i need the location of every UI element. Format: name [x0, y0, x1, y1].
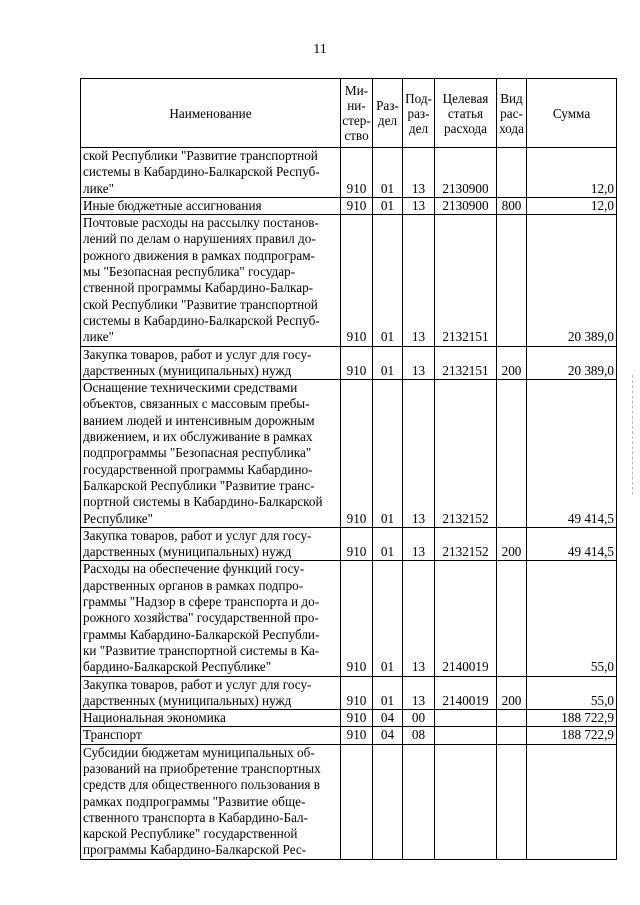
- name-line: средств для общественного пользования в: [83, 777, 320, 793]
- cell-type: [497, 710, 527, 727]
- cell-sum: 55,0: [527, 561, 617, 676]
- cell-sum: 12,0: [527, 148, 617, 198]
- name-line: лике": [83, 180, 114, 196]
- cell-sum: 188 722,9: [527, 710, 617, 727]
- cell-ministry: 910: [341, 215, 373, 346]
- cell-target: 2140019: [435, 561, 497, 676]
- cell-target: 2130900: [435, 148, 497, 198]
- cell-name: [81, 561, 341, 676]
- name-line: ственного транспорта в Кабардино-Бал-: [83, 809, 309, 825]
- cell-target: [435, 710, 497, 727]
- cell-section: 01: [373, 215, 403, 346]
- cell-section: 01: [373, 380, 403, 528]
- cell-section: [373, 744, 403, 859]
- cell-section: 04: [373, 710, 403, 727]
- cell-ministry: [341, 744, 373, 859]
- header-subsection: Под- раз- дел: [403, 79, 435, 148]
- cell-type: 200: [497, 346, 527, 380]
- header-ministry: Ми- ни- стер- ство: [341, 79, 373, 148]
- name-line: Расходы на обеспечение функций госу-: [83, 561, 305, 577]
- name-line: дарственных (муниципальных) нужд: [83, 362, 292, 378]
- name-line: рожного хозяйства" государственной про-: [83, 610, 319, 626]
- cell-type: [497, 744, 527, 859]
- cell-sum: 20 389,0: [527, 346, 617, 380]
- cell-section: 01: [373, 527, 403, 561]
- cell-type: [497, 380, 527, 528]
- cell-sum: 55,0: [527, 676, 617, 710]
- name-line: Балкарской Республики "Развитие транс-: [83, 477, 315, 493]
- cell-ministry: 910: [341, 561, 373, 676]
- cell-type: 200: [497, 676, 527, 710]
- cell-section: 04: [373, 727, 403, 744]
- cell-type: [497, 215, 527, 346]
- cell-type: [497, 727, 527, 744]
- cell-name: [81, 710, 341, 727]
- cell-subsection: 13: [403, 346, 435, 380]
- name-line: граммы Кабардино-Балкарской Республи-: [83, 626, 320, 642]
- name-line: объектов, связанных с массовым пребы-: [83, 396, 310, 412]
- table-row: [81, 676, 617, 710]
- cell-target: 2140019: [435, 676, 497, 710]
- cell-section: 01: [373, 346, 403, 380]
- name-line: дарственных (муниципальных) нужд: [83, 544, 292, 560]
- name-line: Иные бюджетные ассигнования: [83, 197, 262, 213]
- cell-subsection: 13: [403, 527, 435, 561]
- cell-section: 01: [373, 148, 403, 198]
- cell-name: [81, 197, 341, 214]
- name-line: ской Республики "Развитие транспортной: [83, 148, 318, 163]
- table-row: [81, 215, 617, 346]
- name-line: Закупка товаров, работ и услуг для госу-: [83, 527, 312, 543]
- cell-sum: 12,0: [527, 197, 617, 214]
- cell-subsection: 13: [403, 561, 435, 676]
- cell-type: 800: [497, 197, 527, 214]
- name-line: движением, и их обслуживание в рамках: [83, 429, 313, 445]
- name-line: системы в Кабардино-Балкарской Респуб-: [83, 164, 320, 180]
- table-row: [81, 346, 617, 380]
- table-row: [81, 380, 617, 528]
- name-line: рожного движения в рамках подпрограм-: [83, 247, 315, 263]
- cell-target: 2132151: [435, 215, 497, 346]
- cell-target: [435, 727, 497, 744]
- cell-type: [497, 561, 527, 676]
- cell-sum: 20 389,0: [527, 215, 617, 346]
- table-row: [81, 197, 617, 214]
- cell-name: [81, 346, 341, 380]
- name-line: лике": [83, 329, 114, 345]
- name-line: портной системы в Кабардино-Балкарской: [83, 494, 323, 510]
- name-line: бардино-Балкарской Республике": [83, 659, 272, 675]
- name-line: ки "Развитие транспортной системы в Ка-: [83, 642, 320, 658]
- name-line: дарственных (муниципальных) нужд: [83, 692, 292, 708]
- name-line: Оснащение техническими средствами: [83, 380, 298, 396]
- cell-subsection: 13: [403, 197, 435, 214]
- cell-ministry: 910: [341, 676, 373, 710]
- cell-subsection: 00: [403, 710, 435, 727]
- name-line: государственной программы Кабардино-: [83, 461, 313, 477]
- name-line: Почтовые расходы на рассылку постанов-: [83, 215, 319, 231]
- table-body: [81, 148, 617, 860]
- cell-type: [497, 148, 527, 198]
- cell-ministry: 910: [341, 527, 373, 561]
- table-row: [81, 710, 617, 727]
- name-line: разований на приобретение транспортных: [83, 760, 321, 776]
- header-target: Целевая статья расхода: [435, 79, 497, 148]
- name-line: лений по делам о нарушениях правил до-: [83, 231, 316, 247]
- header-type: Вид рас- хода: [497, 79, 527, 148]
- cell-section: 01: [373, 197, 403, 214]
- name-line: Национальная экономика: [83, 710, 226, 726]
- cell-section: 01: [373, 676, 403, 710]
- cell-target: 2132151: [435, 346, 497, 380]
- cell-name: [81, 215, 341, 346]
- cell-ministry: 910: [341, 710, 373, 727]
- scan-edge-mark: [632, 375, 637, 495]
- cell-target: 2132152: [435, 380, 497, 528]
- header-section: Раз- дел: [373, 79, 403, 148]
- name-line: граммы "Надзор в сфере транспорта и до-: [83, 594, 320, 610]
- cell-subsection: 13: [403, 215, 435, 346]
- name-line: ванием людей и интенсивным дорожным: [83, 412, 315, 428]
- name-line: Закупка товаров, работ и услуг для госу-: [83, 346, 312, 362]
- name-line: мы "Безопасная республика" государ-: [83, 264, 296, 280]
- cell-sum: 49 414,5: [527, 527, 617, 561]
- budget-table: [80, 78, 617, 860]
- name-line: ской Республики "Развитие транспортной: [83, 296, 318, 312]
- cell-subsection: [403, 744, 435, 859]
- cell-ministry: 910: [341, 148, 373, 198]
- cell-name: [81, 148, 341, 198]
- cell-name: [81, 727, 341, 744]
- cell-subsection: 13: [403, 676, 435, 710]
- cell-target: 2132152: [435, 527, 497, 561]
- cell-ministry: 910: [341, 727, 373, 744]
- table-row: [81, 744, 617, 859]
- cell-sum: [527, 744, 617, 859]
- cell-subsection: 13: [403, 148, 435, 198]
- name-line: программы Кабардино-Балкарской Рес-: [83, 842, 307, 858]
- cell-name: [81, 380, 341, 528]
- cell-ministry: 910: [341, 380, 373, 528]
- cell-subsection: 08: [403, 727, 435, 744]
- cell-name: [81, 744, 341, 859]
- table-row: [81, 727, 617, 744]
- name-line: карской Республике" государственной: [83, 826, 298, 842]
- cell-sum: 49 414,5: [527, 380, 617, 528]
- cell-subsection: 13: [403, 380, 435, 528]
- name-line: рамках подпрограммы "Развитие обще-: [83, 793, 306, 809]
- cell-sum: 188 722,9: [527, 727, 617, 744]
- header-name: Наименование: [81, 79, 341, 148]
- cell-section: 01: [373, 561, 403, 676]
- cell-ministry: 910: [341, 197, 373, 214]
- cell-target: 2130900: [435, 197, 497, 214]
- table-row: [81, 527, 617, 561]
- table-row: [81, 561, 617, 676]
- name-line: дарственных органов в рамках подпро-: [83, 577, 304, 593]
- cell-target: [435, 744, 497, 859]
- name-line: ственной программы Кабардино-Балкар-: [83, 280, 314, 296]
- name-line: Субсидии бюджетам муниципальных об-: [83, 744, 315, 760]
- cell-name: [81, 527, 341, 561]
- name-line: подпрограммы "Безопасная республика": [83, 445, 312, 461]
- name-line: системы в Кабардино-Балкарской Респуб-: [83, 312, 320, 328]
- page-number: 11: [313, 42, 327, 57]
- cell-type: 200: [497, 527, 527, 561]
- name-line: Транспорт: [83, 727, 142, 743]
- cell-name: [81, 676, 341, 710]
- name-line: Республике": [83, 510, 154, 526]
- header-row: [81, 79, 617, 148]
- header-sum: Сумма: [527, 79, 617, 148]
- cell-ministry: 910: [341, 346, 373, 380]
- table-row: [81, 148, 617, 198]
- name-line: Закупка товаров, работ и услуг для госу-: [83, 676, 312, 692]
